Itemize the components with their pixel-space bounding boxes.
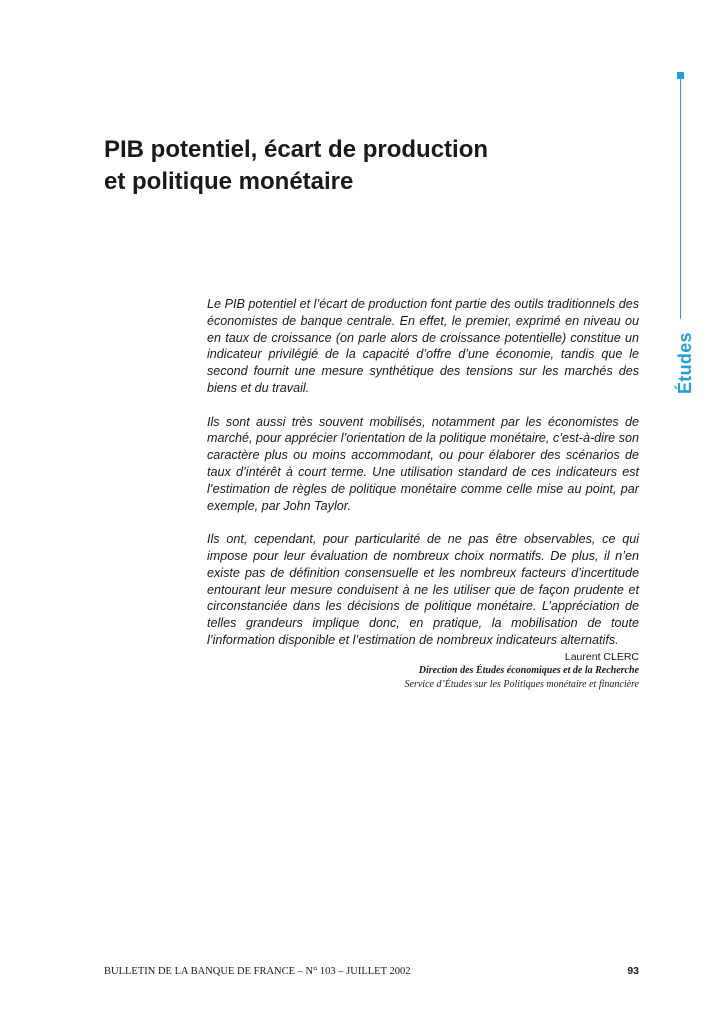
section-label: Études	[675, 332, 695, 394]
author-department: Direction des Études économiques et de la Recherche	[418, 665, 639, 676]
author-name: Laurent CLERC	[564, 651, 639, 663]
footer-publication: BULLETIN DE LA BANQUE DE FRANCE – N° 103 – JUILLET 2002	[104, 966, 411, 977]
page-title	[104, 134, 624, 198]
page-number: 93	[627, 965, 639, 977]
abstract-paragraph-2: Ils sont aussi très souvent mobilisés, notamment par les économistes de marché, pour apprécier l’orientation de la politique monétaire, c’est-à-dire son caractère plus ou moins accommodant, ou pour élaborer des scénarios de taux d’intérêt à court terme. Une utilisation standard de ces indicateurs est l’estimation de règles de politique monétaire comme celle mise au point, par exemple, par John Taylor.	[207, 414, 639, 513]
abstract	[207, 296, 639, 649]
section-marker-square	[677, 72, 684, 79]
page-title-line-1: PIB potentiel, écart de production	[104, 136, 489, 163]
signature-block	[300, 650, 639, 692]
page-title-line-2: et politique monétaire	[104, 168, 354, 195]
author-service: Service d’Études sur les Politiques monétaire et financière	[404, 679, 639, 690]
section-marker-line	[680, 79, 681, 319]
abstract-paragraph-1: Le PIB potentiel et l’écart de production font partie des outils traditionnels des économistes de banque centrale. En effet, le premier, exprimé en niveau ou en taux de croissance (on parle alors de croissance potentielle) constitue un indicateur privilégié de la capacité d’offre d’une économie, tandis que le second fournit une mesure synthétique des tensions sur les marchés des biens et du travail.	[207, 297, 639, 395]
abstract-paragraph-3: Ils ont, cependant, pour particularité de ne pas être observables, ce qui impose pour leur évaluation de nombreux choix normatifs. De plus, il n’en existe pas de définition consensuelle et les nombreux facteurs d’incertitude entourant leur mesure conduisent à ne les utiliser que de façon prudente et circonstanciée dans les décisions de politique monétaire. L’appréciation de telles grandeurs implique donc, en pratique, la mobilisation de toute l’information disponible et l’estimation de nombreux indicateurs alternatifs.	[207, 532, 639, 647]
